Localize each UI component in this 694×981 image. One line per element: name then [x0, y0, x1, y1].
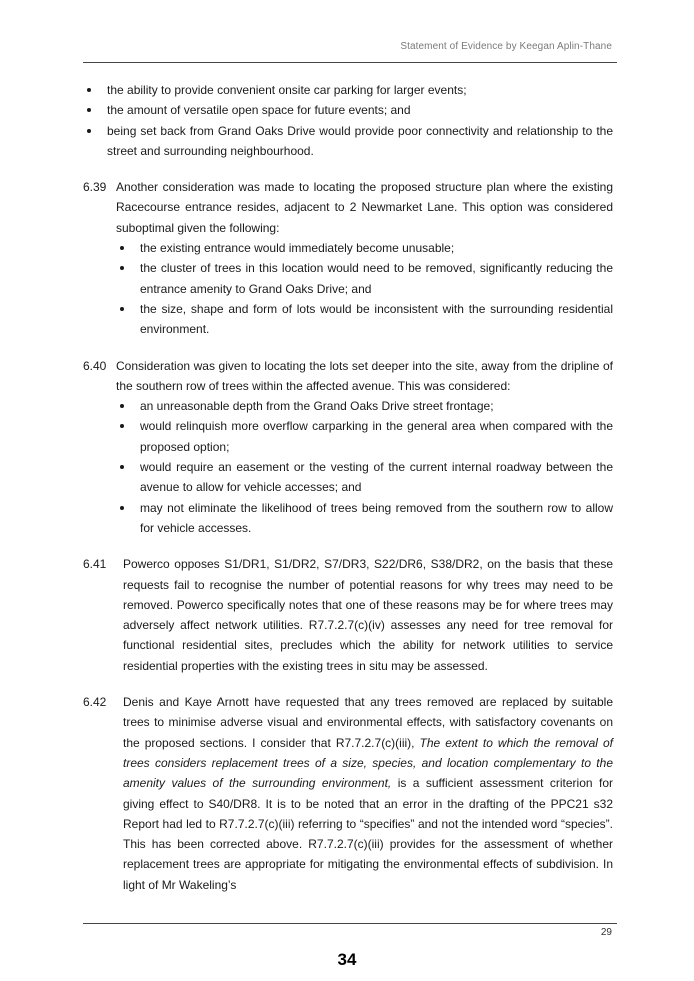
- footer-rule: [83, 923, 617, 924]
- list-item: the cluster of trees in this location would need to be removed, significantly reducing the entrance amenity to Grand Oaks Drive; and: [116, 258, 613, 299]
- list-item: being set back from Grand Oaks Drive would provide poor connectivity and relationship to the street and surrounding neighbourhood.: [83, 121, 613, 162]
- list-item: an unreasonable depth from the Grand Oaks Drive street frontage;: [116, 396, 613, 416]
- paragraph-text: Powerco opposes S1/DR1, S1/DR2, S7/DR3, S22/DR6, S38/DR2, on the basis that these requests fail to recognise the number of potential reasons for why trees may need to be removed. Powerco specifically notes that one of these reasons may be for where trees may adversely affect network utilities. R7.7.2.7(c)(iv) assesses any need for tree removal for functional residential sites, precludes which the ability for network utilities to service residential properties with the existing trees in situ may be assessed.: [123, 557, 613, 673]
- list-item: the size, shape and form of lots would be inconsistent with the surrounding residential environment.: [116, 299, 613, 340]
- paragraph-6-40: [83, 356, 613, 539]
- paragraph-text: Another consideration was made to locating the proposed structure plan where the existing Racecourse entrance resides, adjacent to 2 Newmarket Lane. This option was considered suboptimal given the following:: [116, 180, 613, 235]
- bullet-list: [116, 238, 613, 339]
- list-item: the existing entrance would immediately become unusable;: [116, 238, 613, 258]
- list-item: the ability to provide convenient onsite car parking for larger events;: [83, 80, 613, 100]
- paragraph-text: Consideration was given to locating the lots set deeper into the site, away from the dripline of the southern row of trees within the affected avenue. This was considered:: [116, 358, 613, 393]
- bullet-list: [116, 396, 613, 538]
- quoted-criterion: The extent to which the removal of trees considers replacement trees of a size, species, and location complementary to the amenity values of the surrounding environment,: [123, 735, 613, 791]
- paragraph-text-part: is a sufficient assessment criterion for giving effect to S40/DR8. It is to be noted that an error in the drafting of the PPC21 s32 Report had led to R7.7.2.7(c)(iii) referring to “specifies” and not the intended word “species”. This has been corrected above. R7.7.2.7(c)(iii) provides for the assessment of whether replacement trees are appropriate for mitigating the environmental effects of subdivision. In light of Mr Wakeling’s: [123, 776, 613, 892]
- page-number: 29: [600, 927, 612, 938]
- document-body: [83, 80, 613, 907]
- running-header: Statement of Evidence by Keegan Aplin-Thane: [400, 41, 612, 52]
- paragraph-6-41: [83, 554, 613, 676]
- paragraph-text-part: Denis and Kaye Arnott have requested that any trees removed are replaced by suitable trees to minimise adverse visual and environmental effects, with satisfactory covenants on the proposed sections. I consider that R7.7.2.7(c)(iii),: [123, 695, 613, 750]
- list-item: would relinquish more overflow carparking in the general area when compared with the proposed option;: [116, 416, 613, 457]
- list-item: may not eliminate the likelihood of trees being removed from the southern row to allow for vehicle accesses.: [116, 498, 613, 539]
- intro-bullet-list: [83, 80, 613, 161]
- paragraph-6-42: [83, 692, 613, 895]
- header-rule: [83, 62, 617, 63]
- list-item: the amount of versatile open space for future events; and: [83, 100, 613, 120]
- paragraph-number: 6.42: [83, 695, 107, 710]
- paragraph-text: [123, 692, 613, 895]
- paragraph-number: 6.39: [83, 180, 107, 195]
- paragraph-6-39: [83, 177, 613, 339]
- outer-page-number: 34: [337, 950, 357, 969]
- paragraph-number: 6.40: [83, 358, 107, 373]
- list-item: would require an easement or the vesting of the current internal roadway between the avenue to allow for vehicle accesses; and: [116, 457, 613, 498]
- paragraph-number: 6.41: [83, 557, 107, 572]
